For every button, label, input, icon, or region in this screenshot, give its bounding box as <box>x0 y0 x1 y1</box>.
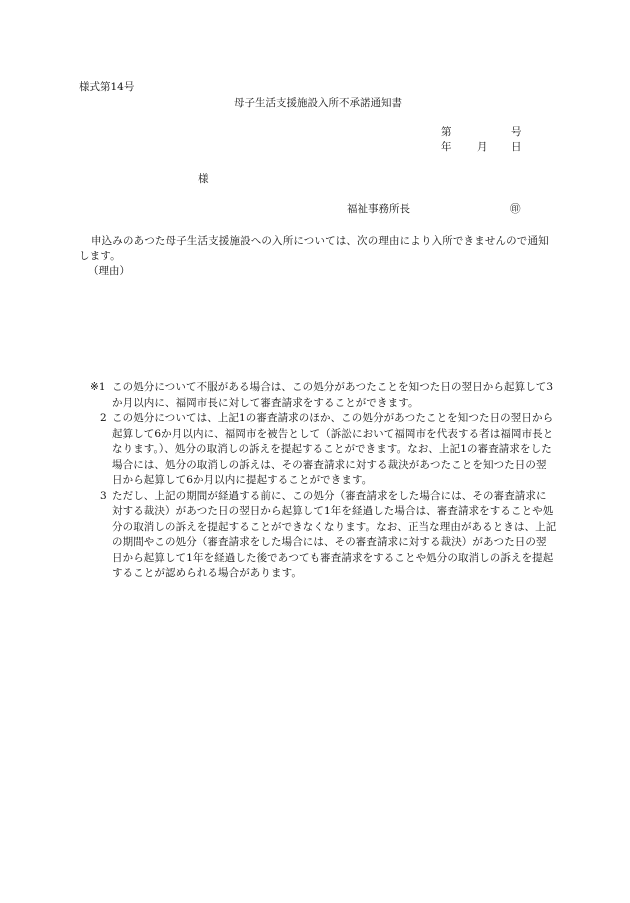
notes-section <box>92 380 557 582</box>
note-text: ただし、上記の期間が経過する前に、この処分（審査請求をした場合には、その審査請求に対する裁決）があつた日の翌日から起算して1年を経過した場合は、審査請求をすることや処分の取消しの訴えを提起することができなくなります。なお、正当な理由があるときは、上記の期間やこの処分（審査請求をした場合には、その審査請求に対する裁決）があつた日の翌日から起算して1年を経過した後であつても審査請求をすることや処分の取消しの訴えを提起することが認められる場合があります。 <box>112 489 557 580</box>
notice-text: 申込みのあつた母子生活支援施設への入所については、次の理由により入所できませんので通知します。 <box>79 235 549 263</box>
date-year-label: 年 <box>441 141 452 153</box>
note-text: この処分については、上記1の審査請求のほか、この処分があつたことを知つた日の翌日から起算して6か月以内に、福岡市を被告として（訴訟において福岡市を代表する者は福岡市長となります。）、処分の取消しの訴えを提起することができます。なお、上記1の審査請求をした場合には、処分の取消しの訴えは、その審査請求に対する裁決があつたことを知つた日の翌日から起算して6か月以内に提起することができます。 <box>112 412 554 487</box>
reason-label: （理由） <box>88 265 130 277</box>
note-number: ※1 <box>90 381 106 393</box>
number-prefix: 第 <box>441 126 452 138</box>
note-number: 3 <box>100 489 107 502</box>
note-item <box>92 380 557 411</box>
issuer-office: 福祉事務所長 <box>347 203 410 215</box>
document-title: 母子生活支援施設入所不承諾通知書 <box>234 97 402 109</box>
date-day-label: 日 <box>511 141 522 153</box>
form-number: 様式第14号 <box>79 81 135 93</box>
addressee-honorific: 様 <box>198 173 209 185</box>
note-item <box>92 411 557 489</box>
date-month-label: 月 <box>477 141 488 153</box>
note-number: 2 <box>100 412 107 425</box>
note-text: この処分について不服がある場合は、この処分があつたことを知つた日の翌日から起算して3か月以内に、福岡市長に対して審査請求をすることができます。 <box>112 381 554 409</box>
number-suffix: 号 <box>511 126 522 138</box>
note-item <box>92 489 557 582</box>
seal-mark: ㊞ <box>510 203 521 215</box>
